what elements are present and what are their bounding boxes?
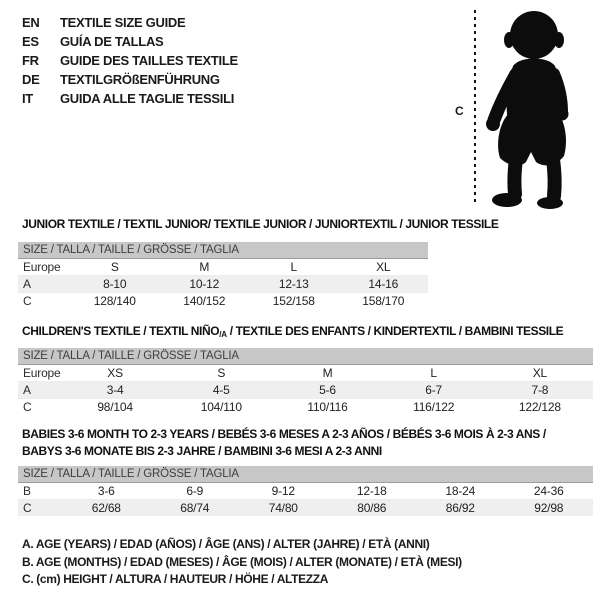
height-cell: 158/170 (362, 294, 405, 308)
language-code: IT (22, 91, 33, 106)
legend-notes (22, 536, 462, 589)
junior-table (18, 242, 428, 309)
height-cell: 128/140 (93, 294, 136, 308)
language-code: EN (22, 15, 40, 30)
language-label: GUIDA ALLE TAGLIE TESSILI (60, 91, 235, 106)
row-label: B (18, 483, 62, 500)
table-row (18, 365, 593, 382)
junior-size-table (18, 259, 428, 309)
height-cell: 80/86 (328, 500, 417, 517)
age-cell: 3-4 (62, 382, 168, 399)
note-age-months: B. AGE (MONTHS) / EDAD (MESES) / ÂGE (MOIS) / ALTER (MONATE) / ETÀ (MESI) (22, 554, 462, 569)
size-cell: M (160, 259, 250, 276)
row-label: Europe (18, 259, 70, 276)
row-label: A (18, 382, 62, 399)
language-row-de (22, 70, 238, 89)
height-cell: 92/98 (505, 500, 594, 517)
age-cell: 12-18 (328, 483, 417, 500)
language-label: GUIDE DES TAILLES TEXTILE (60, 53, 238, 68)
row-label: C (23, 294, 32, 308)
age-cell: 14-16 (339, 276, 429, 293)
babies-size-table (18, 483, 593, 516)
language-label: TEXTILE SIZE GUIDE (60, 15, 186, 30)
language-row-fr (22, 51, 238, 70)
age-cell: 7-8 (487, 382, 593, 399)
height-cell: 110/116 (307, 400, 348, 414)
language-label: GUÍA DE TALLAS (60, 34, 164, 49)
height-cell: 98/104 (97, 400, 133, 414)
table-row (18, 483, 593, 500)
babies-title-line1: BABIES 3-6 MONTH TO 2-3 YEARS / BEBÉS 3-6 MESES A 2-3 AÑOS / BÉBÉS 3-6 MOIS À 2-3 ANS / (22, 427, 546, 441)
row-label: C (18, 500, 62, 517)
row-label: A (18, 276, 70, 293)
junior-table-title: JUNIOR TEXTILE / TEXTIL JUNIOR/ TEXTILE JUNIOR / JUNIORTEXTIL / JUNIOR TESSILE (22, 217, 499, 231)
children-title-text: CHILDREN'S TEXTILE / TEXTIL NIÑO (22, 324, 220, 338)
age-cell: 24-36 (505, 483, 594, 500)
language-label: TEXTILGRÖßENFÜHRUNG (60, 72, 220, 87)
language-row-en (22, 13, 238, 32)
row-label: C (23, 400, 32, 414)
babies-table-title (22, 426, 546, 460)
age-cell: 3-6 (62, 483, 151, 500)
size-cell: S (70, 259, 160, 276)
children-title-text: / TEXTILE DES ENFANTS / KINDERTEXTIL / BAMBINI TESSILE (226, 324, 564, 338)
language-row-es (22, 32, 238, 51)
size-header-bar: SIZE / TALLA / TAILLE / GRÖSSE / TAGLIA (18, 242, 428, 259)
height-cell: 86/92 (416, 500, 505, 517)
size-cell: M (274, 365, 380, 382)
size-cell: XL (339, 259, 429, 276)
age-cell: 6-7 (381, 382, 487, 399)
children-title-subscript: /A (219, 330, 227, 339)
size-header-bar: SIZE / TALLA / TAILLE / GRÖSSE / TAGLIA (18, 466, 593, 483)
age-cell: 6-9 (151, 483, 240, 500)
age-cell: 4-5 (168, 382, 274, 399)
size-header-bar: SIZE / TALLA / TAILLE / GRÖSSE / TAGLIA (18, 348, 593, 365)
height-cell: 74/80 (239, 500, 328, 517)
age-cell: 12-13 (249, 276, 339, 293)
height-cell: 152/158 (272, 294, 315, 308)
age-cell: 10-12 (160, 276, 250, 293)
age-cell: 9-12 (239, 483, 328, 500)
language-row-it (22, 89, 238, 108)
children-table (18, 348, 593, 415)
size-cell: L (381, 365, 487, 382)
language-title-list (22, 13, 238, 108)
toddler-silhouette (486, 11, 569, 209)
height-c-label: C (455, 104, 464, 118)
language-code: ES (22, 34, 39, 49)
note-age-years: A. AGE (YEARS) / EDAD (AÑOS) / ÂGE (ANS) / ALTER (JAHRE) / ETÀ (ANNI) (22, 537, 430, 551)
height-cell: 62/68 (62, 500, 151, 517)
table-row (18, 382, 593, 399)
size-cell: XS (62, 365, 168, 382)
size-cell: S (168, 365, 274, 382)
table-row (18, 399, 593, 416)
age-cell: 8-10 (70, 276, 160, 293)
language-code: FR (22, 53, 39, 68)
children-size-table (18, 365, 593, 415)
babies-table (18, 466, 593, 516)
height-cell: 116/122 (413, 400, 455, 414)
age-cell: 18-24 (416, 483, 505, 500)
height-cell: 122/128 (518, 400, 561, 414)
language-code: DE (22, 72, 40, 87)
row-label: Europe (18, 365, 62, 382)
table-row (18, 500, 593, 517)
height-cell: 68/74 (151, 500, 240, 517)
age-cell: 5-6 (274, 382, 380, 399)
table-row (18, 293, 428, 310)
height-cell: 104/110 (200, 400, 242, 414)
table-row (18, 276, 428, 293)
note-height-cm: C. (cm) HEIGHT / ALTURA / HAUTEUR / HÖHE / ALTEZZA (22, 572, 329, 586)
children-table-title (22, 324, 563, 339)
babies-title-line2: BABYS 3-6 MONATE BIS 2-3 JAHRE / BAMBINI 3-6 MESI A 2-3 ANNI (22, 444, 382, 458)
size-cell: L (249, 259, 339, 276)
baby-silhouette-figure (450, 4, 585, 210)
table-row (18, 259, 428, 276)
height-cell: 140/152 (183, 294, 226, 308)
size-cell: XL (487, 365, 593, 382)
